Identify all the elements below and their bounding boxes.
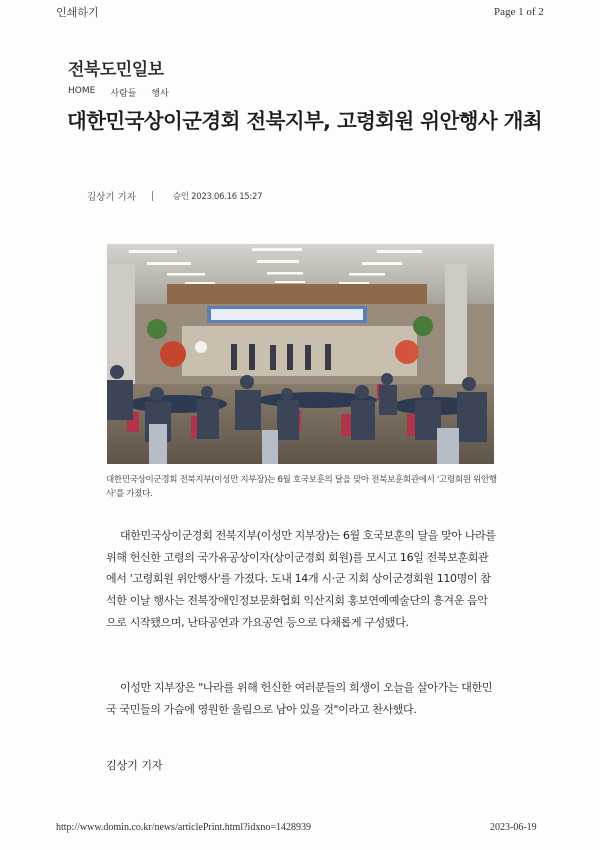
photo-caption: 대한민국상이군경회 전북지부(이성만 지부장)는 6월 호국보훈의 달을 맞아 전북보훈회관에서 '고령회원 위안행사'를 가졌다.	[106, 475, 497, 499]
left-flower-wreath	[160, 341, 186, 367]
photo-wall-band	[167, 284, 427, 304]
newspaper-logo[interactable]: 전북도민일보	[68, 60, 164, 80]
article-byline	[87, 189, 262, 203]
breadcrumb-home[interactable]: HOME	[68, 86, 96, 96]
byline-approved-date: 승인 2023.06.16 15:27	[172, 192, 263, 202]
korean-flag	[195, 341, 207, 353]
right-flower-wreath	[395, 340, 419, 364]
article-headline: 대한민국상이군경회 전북지부, 고령회원 위안행사 개최	[67, 109, 543, 133]
footer-url: http://www.domin.co.kr/news/articlePrint.html?idxno=1428939	[56, 822, 311, 833]
right-flower-wreath-2	[413, 316, 433, 336]
breadcrumb-event[interactable]: 행사	[151, 89, 169, 99]
byline-divider	[152, 191, 153, 201]
photo-stage-curtain	[182, 326, 417, 376]
article-signoff: 김상기 기자	[106, 759, 163, 772]
page-number: Page 1 of 2	[494, 6, 544, 18]
print-link[interactable]: 인쇄하기	[56, 6, 99, 19]
footer-date: 2023-06-19	[490, 822, 537, 833]
article-paragraph-1: 대한민국상이군경회 전북지부(이성만 지부장)는 6월 호국보훈의 달을 맞아 나라를 위해 헌신한 고령의 국가유공상이자(상이군경회 회원)를 모시고 16일 전북보훈회관에서 '고령회원 위안행사'를 가졌다. 도내 14개 시·군 지회 상이군경회원 110명이 참석한 이날 행사는 전북장애인정보문화협회 익산지회 홍보연예예술단의 흥겨운 음악으로 시작됐으며, 난타공연과 가요공연 등으로 다채롭게 구성됐다.	[106, 529, 496, 629]
byline-reporter: 김상기 기자	[87, 192, 136, 203]
event-banner-inner	[211, 309, 363, 320]
breadcrumb	[68, 86, 169, 99]
left-flower-wreath-2	[147, 319, 167, 339]
breadcrumb-people[interactable]: 사람들	[110, 89, 137, 99]
article-paragraph-2: 이성만 지부장은 "나라를 위해 헌신한 여러분들의 희생이 오늘을 살아가는 대한민국 국민들의 가슴에 영원한 울림으로 남아 있을 것"이라고 찬사했다.	[106, 681, 493, 716]
article-photo	[107, 244, 494, 464]
